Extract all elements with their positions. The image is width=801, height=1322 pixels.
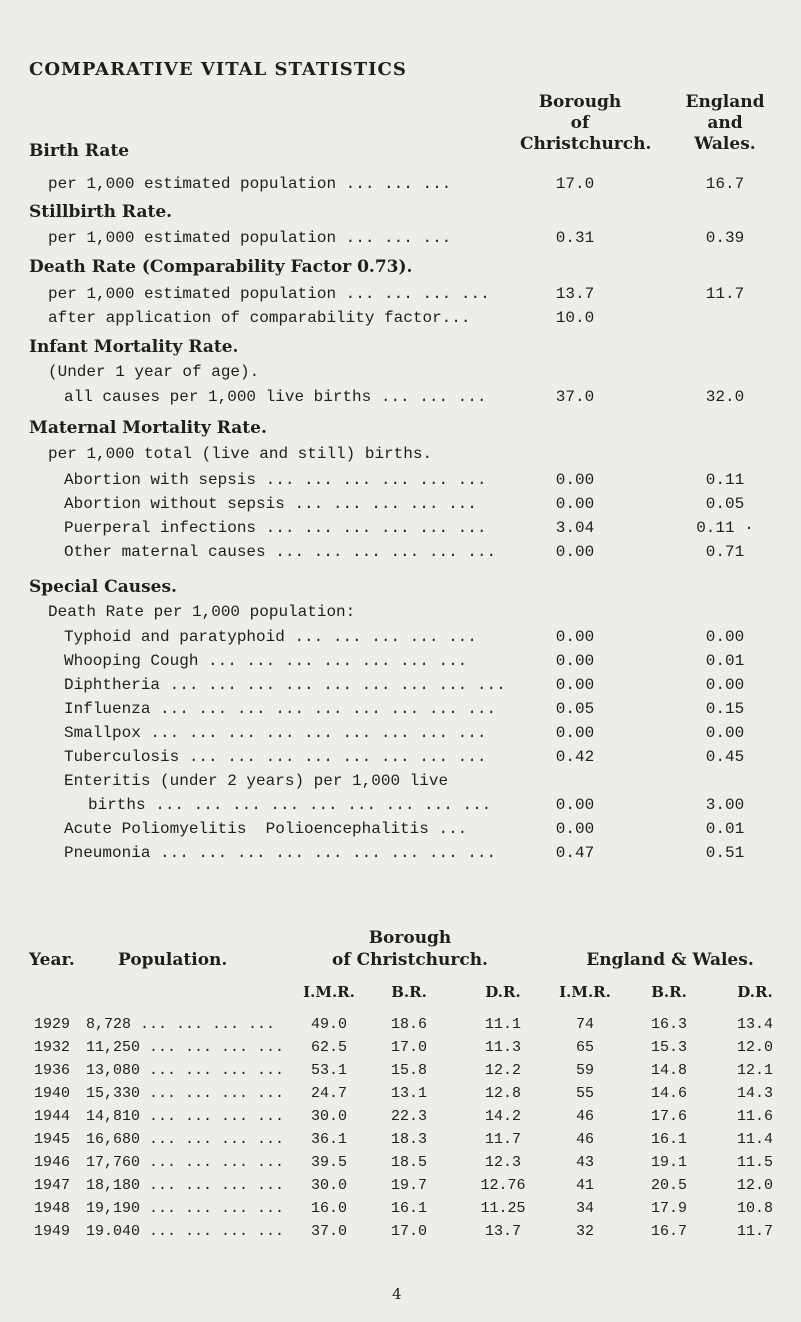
population: 13,080 ... ... ... ... xyxy=(86,1062,285,1079)
borough-dr: 12.3 xyxy=(484,1154,521,1171)
england-dr: 12.0 xyxy=(736,1177,773,1194)
england-imr: 59 xyxy=(575,1062,594,1079)
england-value: 0.00 xyxy=(705,724,745,742)
borough-value: 37.0 xyxy=(555,388,595,406)
stat-row xyxy=(0,700,801,724)
population: 19.040 ... ... ... ... xyxy=(86,1223,285,1240)
stat-row xyxy=(0,844,801,868)
borough-imr: 24.7 xyxy=(310,1085,347,1102)
borough-value: 0.00 xyxy=(555,471,595,489)
stat-row xyxy=(0,519,801,543)
table-row xyxy=(0,1108,801,1130)
stat-row xyxy=(0,628,801,652)
borough-br: 13.1 xyxy=(390,1085,427,1102)
england-column-header: England and Wales. xyxy=(685,92,765,154)
borough-value: 0.00 xyxy=(555,628,595,646)
table-england-header: England & Wales. xyxy=(586,950,754,970)
england-dr: 12.0 xyxy=(736,1039,773,1056)
stat-row xyxy=(0,175,801,199)
borough-dr: 12.8 xyxy=(484,1085,521,1102)
borough-imr: 30.0 xyxy=(310,1177,347,1194)
england-dr: 11.7 xyxy=(736,1223,773,1240)
year: 1940 xyxy=(33,1085,70,1102)
england-br: 16.7 xyxy=(650,1223,687,1240)
section-subtitle xyxy=(0,603,801,627)
stat-row xyxy=(0,388,801,412)
england-imr: 43 xyxy=(575,1154,594,1171)
stat-row xyxy=(0,229,801,253)
borough-br: 17.0 xyxy=(390,1223,427,1240)
england-value: 0.15 xyxy=(705,700,745,718)
borough-value: 0.42 xyxy=(555,748,595,766)
england-imr: 46 xyxy=(575,1131,594,1148)
england-br: 19.1 xyxy=(650,1154,687,1171)
table-row xyxy=(0,1223,801,1245)
england-value: 3.00 xyxy=(705,796,745,814)
borough-value: 0.00 xyxy=(555,820,595,838)
table-row xyxy=(0,1085,801,1107)
england-value: 11.7 xyxy=(705,285,745,303)
table-row xyxy=(0,1039,801,1061)
population: 15,330 ... ... ... ... xyxy=(86,1085,285,1102)
row-label: Acute Poliomyelitis Polioencephalitis ... xyxy=(64,820,468,838)
stat-row xyxy=(0,772,801,796)
borough-value: 17.0 xyxy=(555,175,595,193)
england-dr: 10.8 xyxy=(736,1200,773,1217)
england-value: 0.11 xyxy=(705,471,745,489)
borough-value: 13.7 xyxy=(555,285,595,303)
england-imr: 41 xyxy=(575,1177,594,1194)
borough-imr: 39.5 xyxy=(310,1154,347,1171)
table-population-header: Population. xyxy=(118,950,228,970)
stat-row xyxy=(0,676,801,700)
year: 1936 xyxy=(33,1062,70,1079)
row-label: Influenza ... ... ... ... ... ... ... ... ... xyxy=(64,700,497,718)
section-special-causes: Special Causes. xyxy=(29,577,177,597)
england-imr: 46 xyxy=(575,1108,594,1125)
row-label: per 1,000 estimated population ... ... ... xyxy=(48,175,452,193)
borough-br: 18.3 xyxy=(390,1131,427,1148)
england-value: 0.51 xyxy=(705,844,745,862)
borough-dr: 11.1 xyxy=(484,1016,521,1033)
year: 1932 xyxy=(33,1039,70,1056)
borough-column-header: Borough of Christchurch. xyxy=(520,92,652,154)
row-label: Pneumonia ... ... ... ... ... ... ... ... ... xyxy=(64,844,497,862)
england-dr: 14.3 xyxy=(736,1085,773,1102)
stat-row xyxy=(0,495,801,519)
col-br: B.R. xyxy=(651,983,687,1001)
year: 1947 xyxy=(33,1177,70,1194)
borough-br: 18.6 xyxy=(390,1016,427,1033)
borough-value: 3.04 xyxy=(555,519,595,537)
population: 18,180 ... ... ... ... xyxy=(86,1177,285,1194)
england-br: 14.8 xyxy=(650,1062,687,1079)
borough-dr: 13.7 xyxy=(484,1223,521,1240)
row-label: Tuberculosis ... ... ... ... ... ... ... ... xyxy=(64,748,487,766)
england-br: 16.1 xyxy=(650,1131,687,1148)
table-borough-subheader: of Christchurch. xyxy=(332,950,488,970)
borough-imr: 62.5 xyxy=(310,1039,347,1056)
stat-row xyxy=(0,543,801,567)
population: 17,760 ... ... ... ... xyxy=(86,1154,285,1171)
borough-imr: 53.1 xyxy=(310,1062,347,1079)
borough-br: 19.7 xyxy=(390,1177,427,1194)
borough-value: 0.00 xyxy=(555,724,595,742)
england-br: 16.3 xyxy=(650,1016,687,1033)
table-row xyxy=(0,1200,801,1222)
year: 1945 xyxy=(33,1131,70,1148)
row-label: Puerperal infections ... ... ... ... ... ... xyxy=(64,519,487,537)
table-row xyxy=(0,1154,801,1176)
borough-value: 0.00 xyxy=(555,676,595,694)
row-label: per 1,000 estimated population ... ... ... xyxy=(48,229,452,247)
stat-row xyxy=(0,820,801,844)
borough-dr: 11.3 xyxy=(484,1039,521,1056)
row-label: per 1,000 estimated population ... ... ... ... xyxy=(48,285,490,303)
population: 16,680 ... ... ... ... xyxy=(86,1131,285,1148)
england-dr: 13.4 xyxy=(736,1016,773,1033)
borough-value: 0.47 xyxy=(555,844,595,862)
row-label: Enteritis (under 2 years) per 1,000 live xyxy=(64,772,449,790)
england-value: 0.01 xyxy=(705,652,745,670)
col-imr: I.M.R. xyxy=(303,983,355,1001)
col-dr: D.R. xyxy=(485,983,521,1001)
england-value: 0.01 xyxy=(705,820,745,838)
borough-value: 0.00 xyxy=(555,652,595,670)
row-label: Abortion without sepsis ... ... ... ... ... xyxy=(64,495,477,513)
stat-row xyxy=(0,724,801,748)
stat-row xyxy=(0,309,801,333)
section-maternal-mortality: Maternal Mortality Rate. xyxy=(29,418,267,438)
stat-row xyxy=(0,652,801,676)
row-label: Diphtheria ... ... ... ... ... ... ... ... ... xyxy=(64,676,506,694)
borough-imr: 36.1 xyxy=(310,1131,347,1148)
borough-value: 10.0 xyxy=(555,309,595,327)
row-label: Whooping Cough ... ... ... ... ... ... ... xyxy=(64,652,468,670)
england-br: 14.6 xyxy=(650,1085,687,1102)
table-year-header: Year. xyxy=(29,950,75,970)
row-label: Smallpox ... ... ... ... ... ... ... ... ... xyxy=(64,724,487,742)
row-label: Other maternal causes ... ... ... ... ... ... xyxy=(64,543,497,561)
england-imr: 74 xyxy=(575,1016,594,1033)
england-value: 32.0 xyxy=(705,388,745,406)
borough-br: 17.0 xyxy=(390,1039,427,1056)
borough-value: 0.00 xyxy=(555,796,595,814)
table-borough-header: Borough xyxy=(368,928,452,948)
table-row xyxy=(0,1177,801,1199)
borough-br: 18.5 xyxy=(390,1154,427,1171)
year: 1946 xyxy=(33,1154,70,1171)
page-title: COMPARATIVE VITAL STATISTICS xyxy=(29,59,407,80)
stat-row xyxy=(0,796,801,820)
row-label: Death Rate per 1,000 population: xyxy=(48,603,356,621)
england-dr: 11.4 xyxy=(736,1131,773,1148)
row-label: per 1,000 total (live and still) births. xyxy=(48,445,433,463)
row-label: births ... ... ... ... ... ... ... ... ... xyxy=(88,796,492,814)
table-subheader-row xyxy=(0,983,801,1005)
england-value: 0.39 xyxy=(705,229,745,247)
borough-value: 0.05 xyxy=(555,700,595,718)
section-death-rate: Death Rate (Comparability Factor 0.73). xyxy=(29,257,413,277)
england-dr: 12.1 xyxy=(736,1062,773,1079)
section-birth-rate: Birth Rate xyxy=(29,141,130,161)
borough-imr: 49.0 xyxy=(310,1016,347,1033)
borough-imr: 16.0 xyxy=(310,1200,347,1217)
england-imr: 34 xyxy=(575,1200,594,1217)
row-label: all causes per 1,000 live births ... ... ... xyxy=(64,388,487,406)
section-subtitle xyxy=(0,445,801,469)
england-br: 15.3 xyxy=(650,1039,687,1056)
stat-row xyxy=(0,285,801,309)
year: 1949 xyxy=(33,1223,70,1240)
population: 11,250 ... ... ... ... xyxy=(86,1039,285,1056)
year: 1948 xyxy=(33,1200,70,1217)
col-br: B.R. xyxy=(391,983,427,1001)
borough-imr: 30.0 xyxy=(310,1108,347,1125)
borough-imr: 37.0 xyxy=(310,1223,347,1240)
row-label: (Under 1 year of age). xyxy=(48,363,260,381)
borough-br: 16.1 xyxy=(390,1200,427,1217)
england-br: 17.9 xyxy=(650,1200,687,1217)
borough-br: 22.3 xyxy=(390,1108,427,1125)
col-dr: D.R. xyxy=(737,983,773,1001)
england-br: 17.6 xyxy=(650,1108,687,1125)
england-value: 16.7 xyxy=(705,175,745,193)
col-imr: I.M.R. xyxy=(559,983,611,1001)
population: 19,190 ... ... ... ... xyxy=(86,1200,285,1217)
borough-br: 15.8 xyxy=(390,1062,427,1079)
population: 14,810 ... ... ... ... xyxy=(86,1108,285,1125)
row-label: Abortion with sepsis ... ... ... ... ... ... xyxy=(64,471,487,489)
england-value: 0.05 xyxy=(705,495,745,513)
stat-row xyxy=(0,471,801,495)
borough-dr: 12.76 xyxy=(480,1177,526,1194)
population: 8,728 ... ... ... ... xyxy=(86,1016,276,1033)
table-row xyxy=(0,1016,801,1038)
borough-value: 0.00 xyxy=(555,495,595,513)
england-imr: 32 xyxy=(575,1223,594,1240)
borough-dr: 11.25 xyxy=(480,1200,526,1217)
section-stillbirth-rate: Stillbirth Rate. xyxy=(29,202,173,222)
england-value: 0.00 xyxy=(705,628,745,646)
borough-dr: 11.7 xyxy=(484,1131,521,1148)
borough-value: 0.31 xyxy=(555,229,595,247)
england-value: 0.45 xyxy=(705,748,745,766)
borough-dr: 14.2 xyxy=(484,1108,521,1125)
page-number: 4 xyxy=(392,1285,402,1303)
borough-dr: 12.2 xyxy=(484,1062,521,1079)
stat-row xyxy=(0,748,801,772)
year: 1944 xyxy=(33,1108,70,1125)
year: 1929 xyxy=(33,1016,70,1033)
section-subtitle xyxy=(0,363,801,387)
england-dr: 11.5 xyxy=(736,1154,773,1171)
table-row xyxy=(0,1062,801,1084)
england-value: 0.11 · xyxy=(696,519,754,537)
england-value: 0.00 xyxy=(705,676,745,694)
borough-value: 0.00 xyxy=(555,543,595,561)
section-infant-mortality: Infant Mortality Rate. xyxy=(29,337,239,357)
england-value: 0.71 xyxy=(705,543,745,561)
row-label: after application of comparability factor... xyxy=(48,309,471,327)
row-label: Typhoid and paratyphoid ... ... ... ... ... xyxy=(64,628,477,646)
england-imr: 55 xyxy=(575,1085,594,1102)
england-dr: 11.6 xyxy=(736,1108,773,1125)
england-br: 20.5 xyxy=(650,1177,687,1194)
england-imr: 65 xyxy=(575,1039,594,1056)
table-row xyxy=(0,1131,801,1153)
